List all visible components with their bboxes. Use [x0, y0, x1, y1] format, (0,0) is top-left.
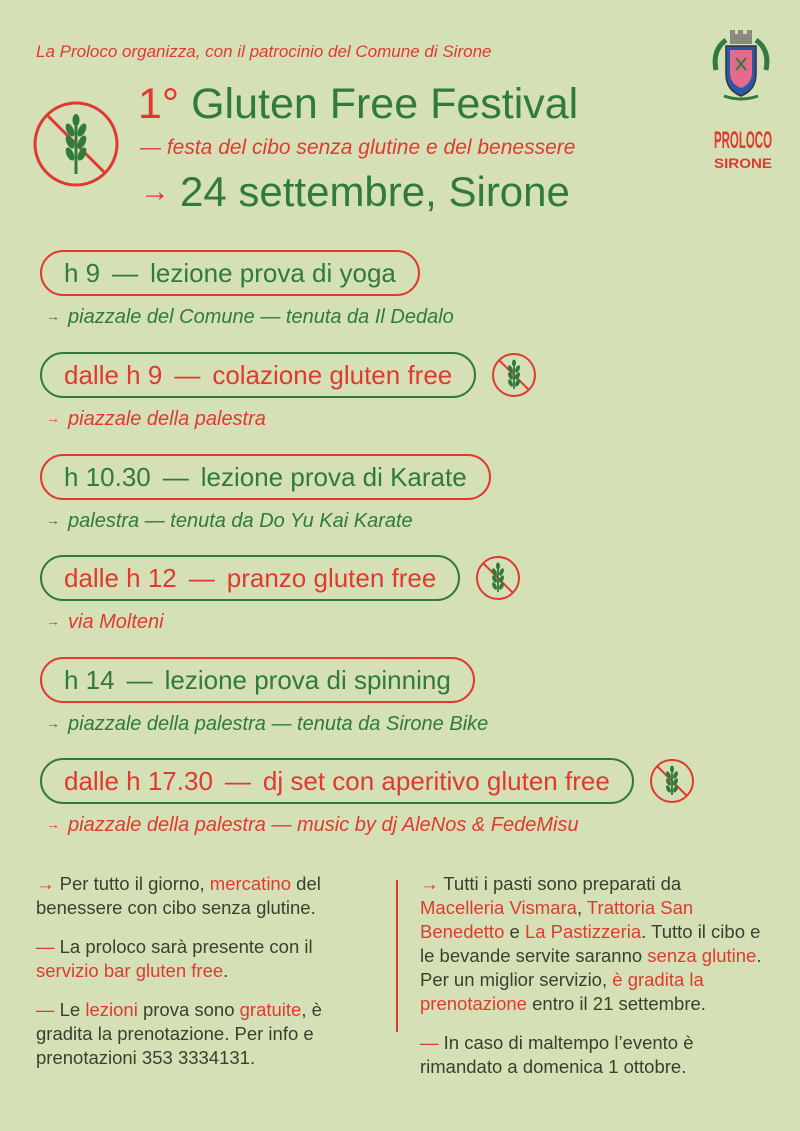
- arrow-right-icon: →: [46, 816, 60, 832]
- event-activity: dj set con aperitivo gluten free: [262, 766, 610, 796]
- event-location: [46, 713, 488, 736]
- organizer-line: La Proloco organizza, con il patrocinio del Comune di Sirone: [36, 42, 492, 61]
- event-location-text: piazzale della palestra — music by dj AleNos & FedeMisu: [68, 814, 579, 836]
- note-lezioni: — Le lezioni prova sono gratuite, è gradita la prenotazione. Per info e prenotazioni 353 3334131.: [36, 999, 322, 1068]
- event-location-text: piazzale della palestra — tenuta da Sirone Bike: [68, 713, 489, 735]
- arrow-right-icon: →: [140, 175, 170, 208]
- gluten-free-icon: [474, 554, 522, 602]
- event-location: [46, 814, 579, 837]
- event-activity: lezione prova di spinning: [164, 665, 451, 695]
- event-time: h 14: [64, 665, 115, 695]
- event-pill: [40, 657, 475, 703]
- event-activity: colazione gluten free: [212, 360, 453, 390]
- event-pill: [40, 250, 420, 296]
- event-location: [46, 408, 266, 431]
- arrow-right-icon: →: [46, 613, 60, 629]
- event-activity: lezione prova di yoga: [150, 258, 396, 288]
- note-maltempo: — In caso di maltempo l’evento è rimandato a domenica 1 ottobre.: [420, 1032, 694, 1077]
- event-separator: —: [112, 258, 139, 288]
- event-separator: —: [126, 665, 153, 695]
- event-location-text: palestra — tenuta da Do Yu Kai Karate: [68, 510, 413, 532]
- gluten-free-icon: [490, 351, 538, 399]
- event-pill: [40, 352, 476, 398]
- event-separator: —: [174, 360, 201, 390]
- svg-text:SIRONE: SIRONE: [714, 155, 772, 171]
- event-separator: —: [188, 563, 215, 593]
- comune-crest-icon: [708, 30, 774, 102]
- festival-subtitle: — festa del cibo senza glutine e del benessere: [140, 136, 576, 159]
- event-pill: [40, 454, 491, 500]
- note-mercatino: → Per tutto il giorno, mercatino del benessere con cibo senza glutine.: [36, 873, 321, 918]
- event-time: h 10.30: [64, 462, 151, 492]
- column-divider: [396, 880, 398, 1032]
- note-pasti: → Tutti i pasti sono preparati da Macelleria Vismara, Trattoria San Benedetto e La Pastizzeria. Tutto il cibo e le bevande servite saranno senza glutine. Per un miglior servizio, è gradita la prenotazione entro il 21 settembre.: [420, 873, 762, 1014]
- event-pill: [40, 555, 460, 601]
- title-text: Gluten Free Festival: [191, 80, 579, 128]
- event-time: dalle h 12: [64, 563, 177, 593]
- arrow-right-icon: →: [46, 410, 60, 426]
- event-location: [46, 611, 164, 634]
- event-activity: pranzo gluten free: [226, 563, 437, 593]
- festival-title: [138, 80, 578, 129]
- title-number: 1°: [138, 80, 180, 128]
- arrow-right-icon: →: [46, 715, 60, 731]
- event-separator: —: [162, 462, 189, 492]
- gluten-free-wheat-icon: [30, 98, 122, 190]
- event-activity: lezione prova di Karate: [200, 462, 467, 492]
- event-location: [46, 510, 413, 533]
- event-location-text: piazzale della palestra: [68, 408, 266, 430]
- svg-text:PROLOCO: PROLOCO: [714, 127, 772, 154]
- event-separator: —: [224, 766, 251, 796]
- event-time: dalle h 9: [64, 360, 163, 390]
- event-time: h 9: [64, 258, 101, 288]
- arrow-right-icon: →: [46, 308, 60, 324]
- date-text: 24 settembre, Sirone: [180, 168, 570, 215]
- event-location: [46, 306, 454, 329]
- event-time: dalle h 17.30: [64, 766, 213, 796]
- notes-left-column: [36, 872, 376, 1085]
- notes-right-column: [420, 872, 762, 1094]
- arrow-right-icon: →: [46, 512, 60, 528]
- proloco-sirone-logo: [712, 118, 774, 174]
- festival-date: [140, 168, 570, 216]
- note-bar: — La proloco sarà presente con il servizio bar gluten free.: [36, 936, 313, 981]
- event-pill: [40, 758, 634, 804]
- gluten-free-icon: [648, 757, 696, 805]
- event-location-text: piazzale del Comune — tenuta da Il Dedalo: [68, 306, 454, 328]
- event-location-text: via Molteni: [68, 611, 164, 633]
